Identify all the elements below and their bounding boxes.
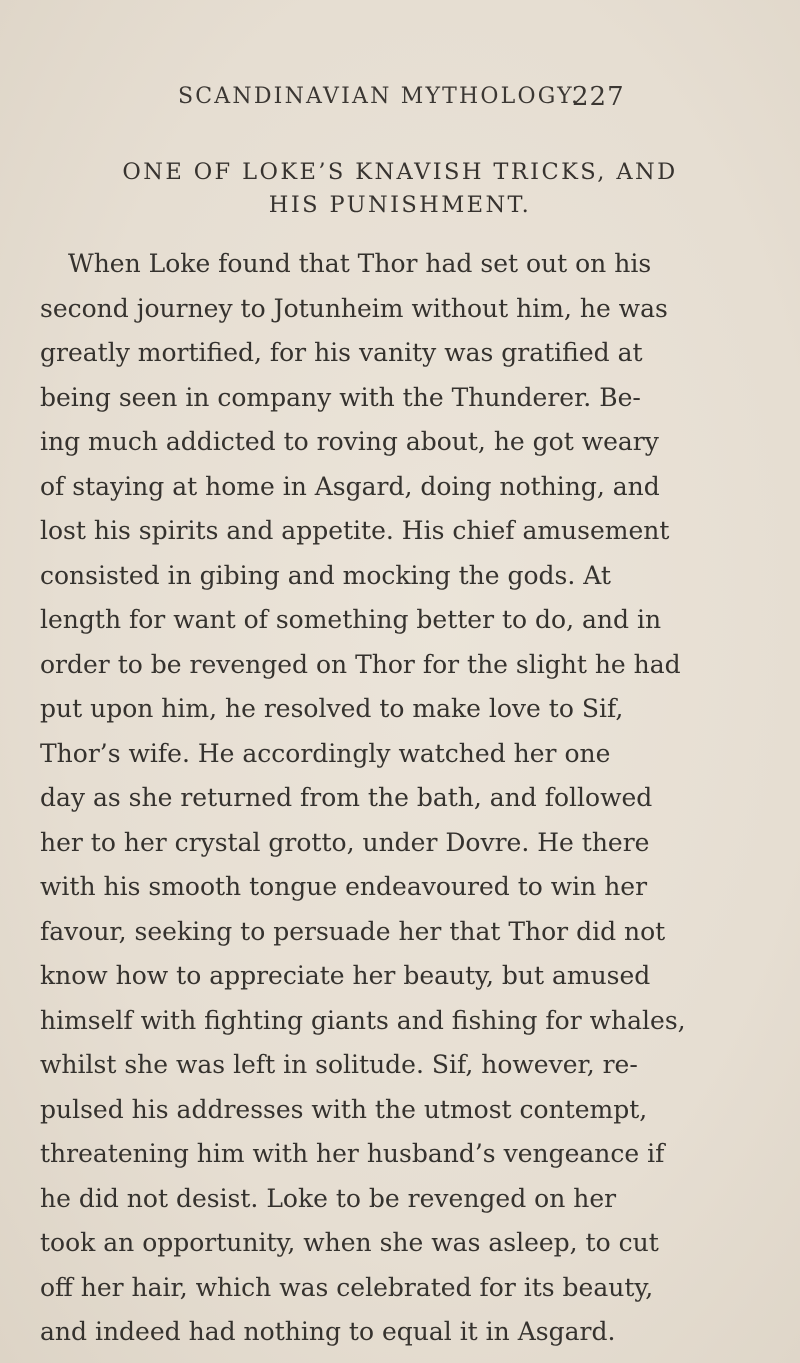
text-line: consisted in gibing and mocking the gods. At: [40, 560, 611, 590]
body-paragraph: [40, 242, 686, 1355]
text-line: When Loke found that Thor had set out on his: [68, 249, 652, 278]
chapter-heading: [0, 156, 800, 222]
text-line: pulsed his addresses with the utmost contempt,: [40, 1094, 648, 1124]
text-line: second journey to Jotunheim without him, he was: [40, 293, 668, 323]
text-line: favour, seeking to persuade her that Thor did not: [40, 916, 666, 946]
text-line: Thor’s wife. He accordingly watched her one: [40, 738, 611, 768]
text-line: threatening him with her husband’s vengeance if: [40, 1139, 665, 1168]
text-line: himself with fighting giants and fishing for whales,: [40, 1005, 686, 1035]
text-line: day as she returned from the bath, and followed: [40, 783, 653, 812]
text-line: and indeed had nothing to equal it in Asgard.: [40, 1317, 616, 1346]
text-line: ing much addicted to roving about, he got weary: [40, 427, 659, 456]
text-line: put upon him, he resolved to make love to Sif,: [40, 694, 624, 723]
text-line: he did not desist. Loke to be revenged on her: [40, 1183, 617, 1213]
chapter-heading-line-1: ONE OF LOKE’S KNAVISH TRICKS, AND: [122, 159, 678, 185]
text-line: her to her crystal grotto, under Dovre. He there: [40, 827, 650, 857]
text-line: off her hair, which was celebrated for its beauty,: [40, 1272, 654, 1302]
text-line: whilst she was left in solitude. Sif, however, re-: [40, 1050, 638, 1079]
text-line: lost his spirits and appetite. His chief amusement: [40, 516, 670, 545]
text-line: of staying at home in Asgard, doing nothing, and: [40, 471, 660, 501]
text-line: order to be revenged on Thor for the slight he had: [40, 649, 681, 679]
text-line: know how to appreciate her beauty, but amused: [40, 961, 651, 990]
text-line: took an opportunity, when she was asleep, to cut: [40, 1228, 659, 1257]
text-line: with his smooth tongue endeavoured to win her: [40, 872, 648, 901]
text-line: being seen in company with the Thunderer. Be-: [40, 382, 641, 412]
running-head: [0, 84, 800, 124]
chapter-heading-line-2: HIS PUNISHMENT.: [268, 192, 532, 218]
text-line: greatly mortified, for his vanity was gratified at: [40, 338, 643, 367]
running-title: SCANDINAVIAN MYTHOLOGY.: [178, 84, 581, 109]
text-line: length for want of something better to do, and in: [40, 605, 662, 634]
page-number: 227: [572, 82, 625, 112]
